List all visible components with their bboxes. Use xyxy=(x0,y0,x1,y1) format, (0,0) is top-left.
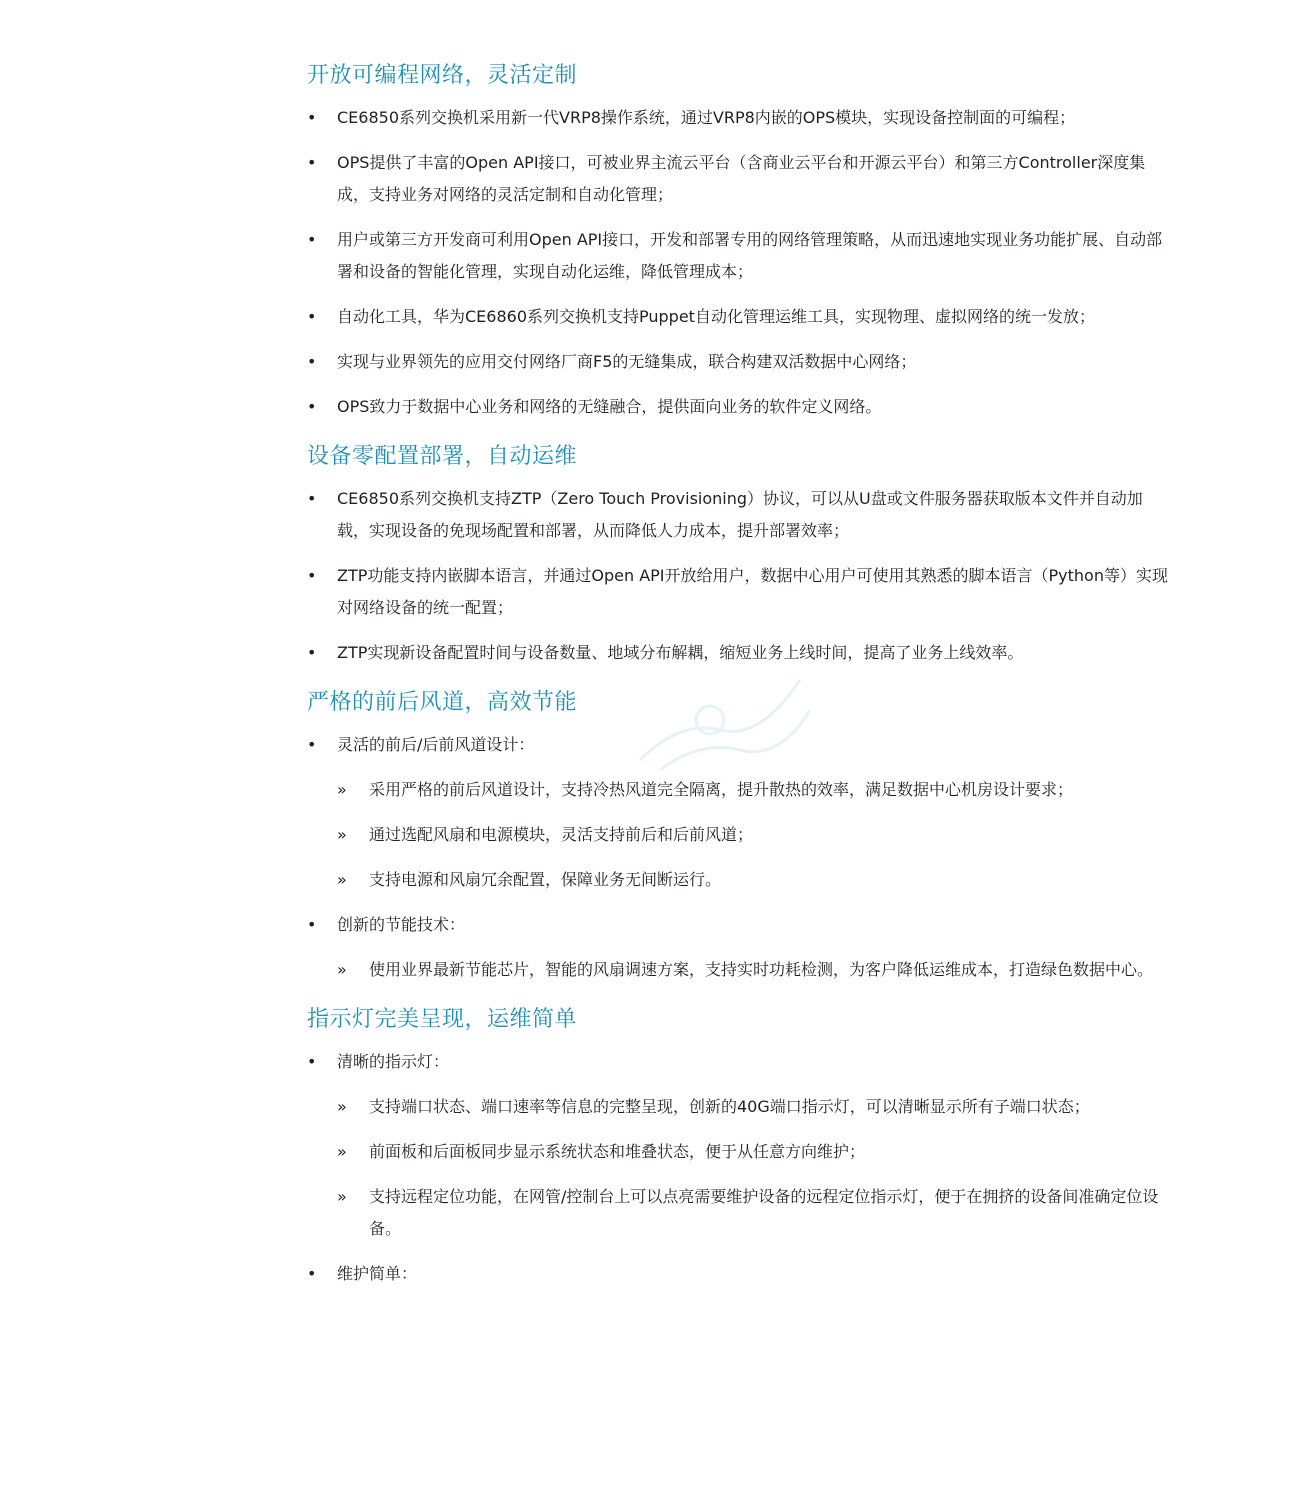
chevron-double-icon: » xyxy=(337,1187,347,1206)
sub-list-item-text: 采用严格的前后风道设计，支持冷热风道完全隔离，提升散热的效率，满足数据中心机房设计要求； xyxy=(369,780,1074,799)
list-item-text: OPS致力于数据中心业务和网络的无缝融合，提供面向业务的软件定义网络。 xyxy=(337,397,882,416)
list-item xyxy=(307,346,1169,378)
sub-list-item xyxy=(337,1136,1169,1168)
list-item-text: ZTP功能支持内嵌脚本语言，并通过Open API开放给用户，数据中心用户可使用其熟悉的脚本语言（Python等）实现对网络设备的统一配置； xyxy=(337,566,1168,617)
chevron-double-icon: » xyxy=(337,870,347,889)
sub-list xyxy=(337,954,1169,986)
sub-list-item-text: 通过选配风扇和电源模块，灵活支持前后和后前风道； xyxy=(369,825,754,844)
list-item-text: CE6850系列交换机采用新一代VRP8操作系统，通过VRP8内嵌的OPS模块，实现设备控制面的可编程； xyxy=(337,108,1076,127)
section-title: 设备零配置部署，自动运维 xyxy=(307,444,578,469)
list-item xyxy=(307,729,1169,896)
document-page xyxy=(307,60,1169,1308)
bullet-dot-icon: • xyxy=(307,915,317,934)
chevron-double-icon: » xyxy=(337,780,347,799)
list-item-text: 实现与业界领先的应用交付网络厂商F5的无缝集成，联合构建双活数据中心网络； xyxy=(337,352,917,371)
chevron-double-icon: » xyxy=(337,960,347,979)
list-item xyxy=(307,1046,1169,1245)
bullet-dot-icon: • xyxy=(307,643,317,662)
list-item xyxy=(307,637,1169,669)
list-item xyxy=(307,102,1169,134)
bullet-dot-icon: • xyxy=(307,153,317,172)
bullet-dot-icon: • xyxy=(307,230,317,249)
bullet-dot-icon: • xyxy=(307,307,317,326)
bullet-dot-icon: • xyxy=(307,1264,317,1283)
sub-list-item xyxy=(337,774,1169,806)
list-item xyxy=(307,1258,1169,1290)
list-item-text: 灵活的前后/后前风道设计： xyxy=(337,735,535,754)
sub-list-item xyxy=(337,819,1169,851)
section xyxy=(307,441,1169,669)
list-item-text: ZTP实现新设备配置时间与设备数量、地域分布解耦，缩短业务上线时间，提高了业务上线效率。 xyxy=(337,643,1024,662)
sub-list-item-text: 支持电源和风扇冗余配置，保障业务无间断运行。 xyxy=(369,870,722,889)
sub-list-item xyxy=(337,1181,1169,1245)
list-item xyxy=(307,560,1169,624)
sub-list-item xyxy=(337,954,1169,986)
list-item xyxy=(307,301,1169,333)
section xyxy=(307,1004,1169,1290)
section-title: 开放可编程网络，灵活定制 xyxy=(307,63,578,88)
chevron-double-icon: » xyxy=(337,1097,347,1116)
section-title: 指示灯完美呈现，运维简单 xyxy=(307,1007,578,1032)
sub-list xyxy=(337,774,1169,896)
list-item-text: 清晰的指示灯： xyxy=(337,1052,450,1071)
sub-list xyxy=(337,1091,1169,1245)
list-item xyxy=(307,147,1169,211)
bullet-dot-icon: • xyxy=(307,397,317,416)
list-item xyxy=(307,391,1169,423)
list-item-text: 创新的节能技术： xyxy=(337,915,466,934)
list-item-text: 自动化工具，华为CE6860系列交换机支持Puppet自动化管理运维工具，实现物理、虚拟网络的统一发放； xyxy=(337,307,1095,326)
list-item xyxy=(307,483,1169,547)
sub-list-item-text: 前面板和后面板同步显示系统状态和堆叠状态，便于从任意方向维护； xyxy=(369,1142,866,1161)
bullet-dot-icon: • xyxy=(307,489,317,508)
sub-list-item xyxy=(337,864,1169,896)
bullet-list xyxy=(307,483,1169,669)
bullet-dot-icon: • xyxy=(307,108,317,127)
section xyxy=(307,687,1169,986)
sub-list-item-text: 支持端口状态、端口速率等信息的完整呈现，创新的40G端口指示灯，可以清晰显示所有子端口状态； xyxy=(369,1097,1090,1116)
sub-list-item-text: 使用业界最新节能芯片，智能的风扇调速方案，支持实时功耗检测，为客户降低运维成本，打造绿色数据中心。 xyxy=(369,960,1154,979)
chevron-double-icon: » xyxy=(337,825,347,844)
bullet-list xyxy=(307,729,1169,986)
list-item-text: OPS提供了丰富的Open API接口，可被业界主流云平台（含商业云平台和开源云平台）和第三方Controller深度集成，支持业务对网络的灵活定制和自动化管理； xyxy=(337,153,1146,204)
bullet-dot-icon: • xyxy=(307,735,317,754)
section-title: 严格的前后风道，高效节能 xyxy=(307,690,578,715)
list-item-text: 用户或第三方开发商可利用Open API接口，开发和部署专用的网络管理策略，从而迅速地实现业务功能扩展、自动部署和设备的智能化管理，实现自动化运维，降低管理成本； xyxy=(337,230,1163,281)
bullet-dot-icon: • xyxy=(307,352,317,371)
sub-list-item xyxy=(337,1091,1169,1123)
bullet-dot-icon: • xyxy=(307,566,317,585)
section xyxy=(307,60,1169,423)
list-item xyxy=(307,909,1169,986)
bullet-list xyxy=(307,1046,1169,1290)
list-item-text: 维护简单： xyxy=(337,1264,418,1283)
sub-list-item-text: 支持远程定位功能，在网管/控制台上可以点亮需要维护设备的远程定位指示灯，便于在拥挤的设备间准确定位设备。 xyxy=(369,1187,1159,1238)
bullet-dot-icon: • xyxy=(307,1052,317,1071)
list-item xyxy=(307,224,1169,288)
bullet-list xyxy=(307,102,1169,423)
list-item-text: CE6850系列交换机支持ZTP（Zero Touch Provisioning）协议，可以从U盘或文件服务器获取版本文件并自动加载，实现设备的免现场配置和部署，从而降低人力成本，提升部署效率； xyxy=(337,489,1143,540)
chevron-double-icon: » xyxy=(337,1142,347,1161)
